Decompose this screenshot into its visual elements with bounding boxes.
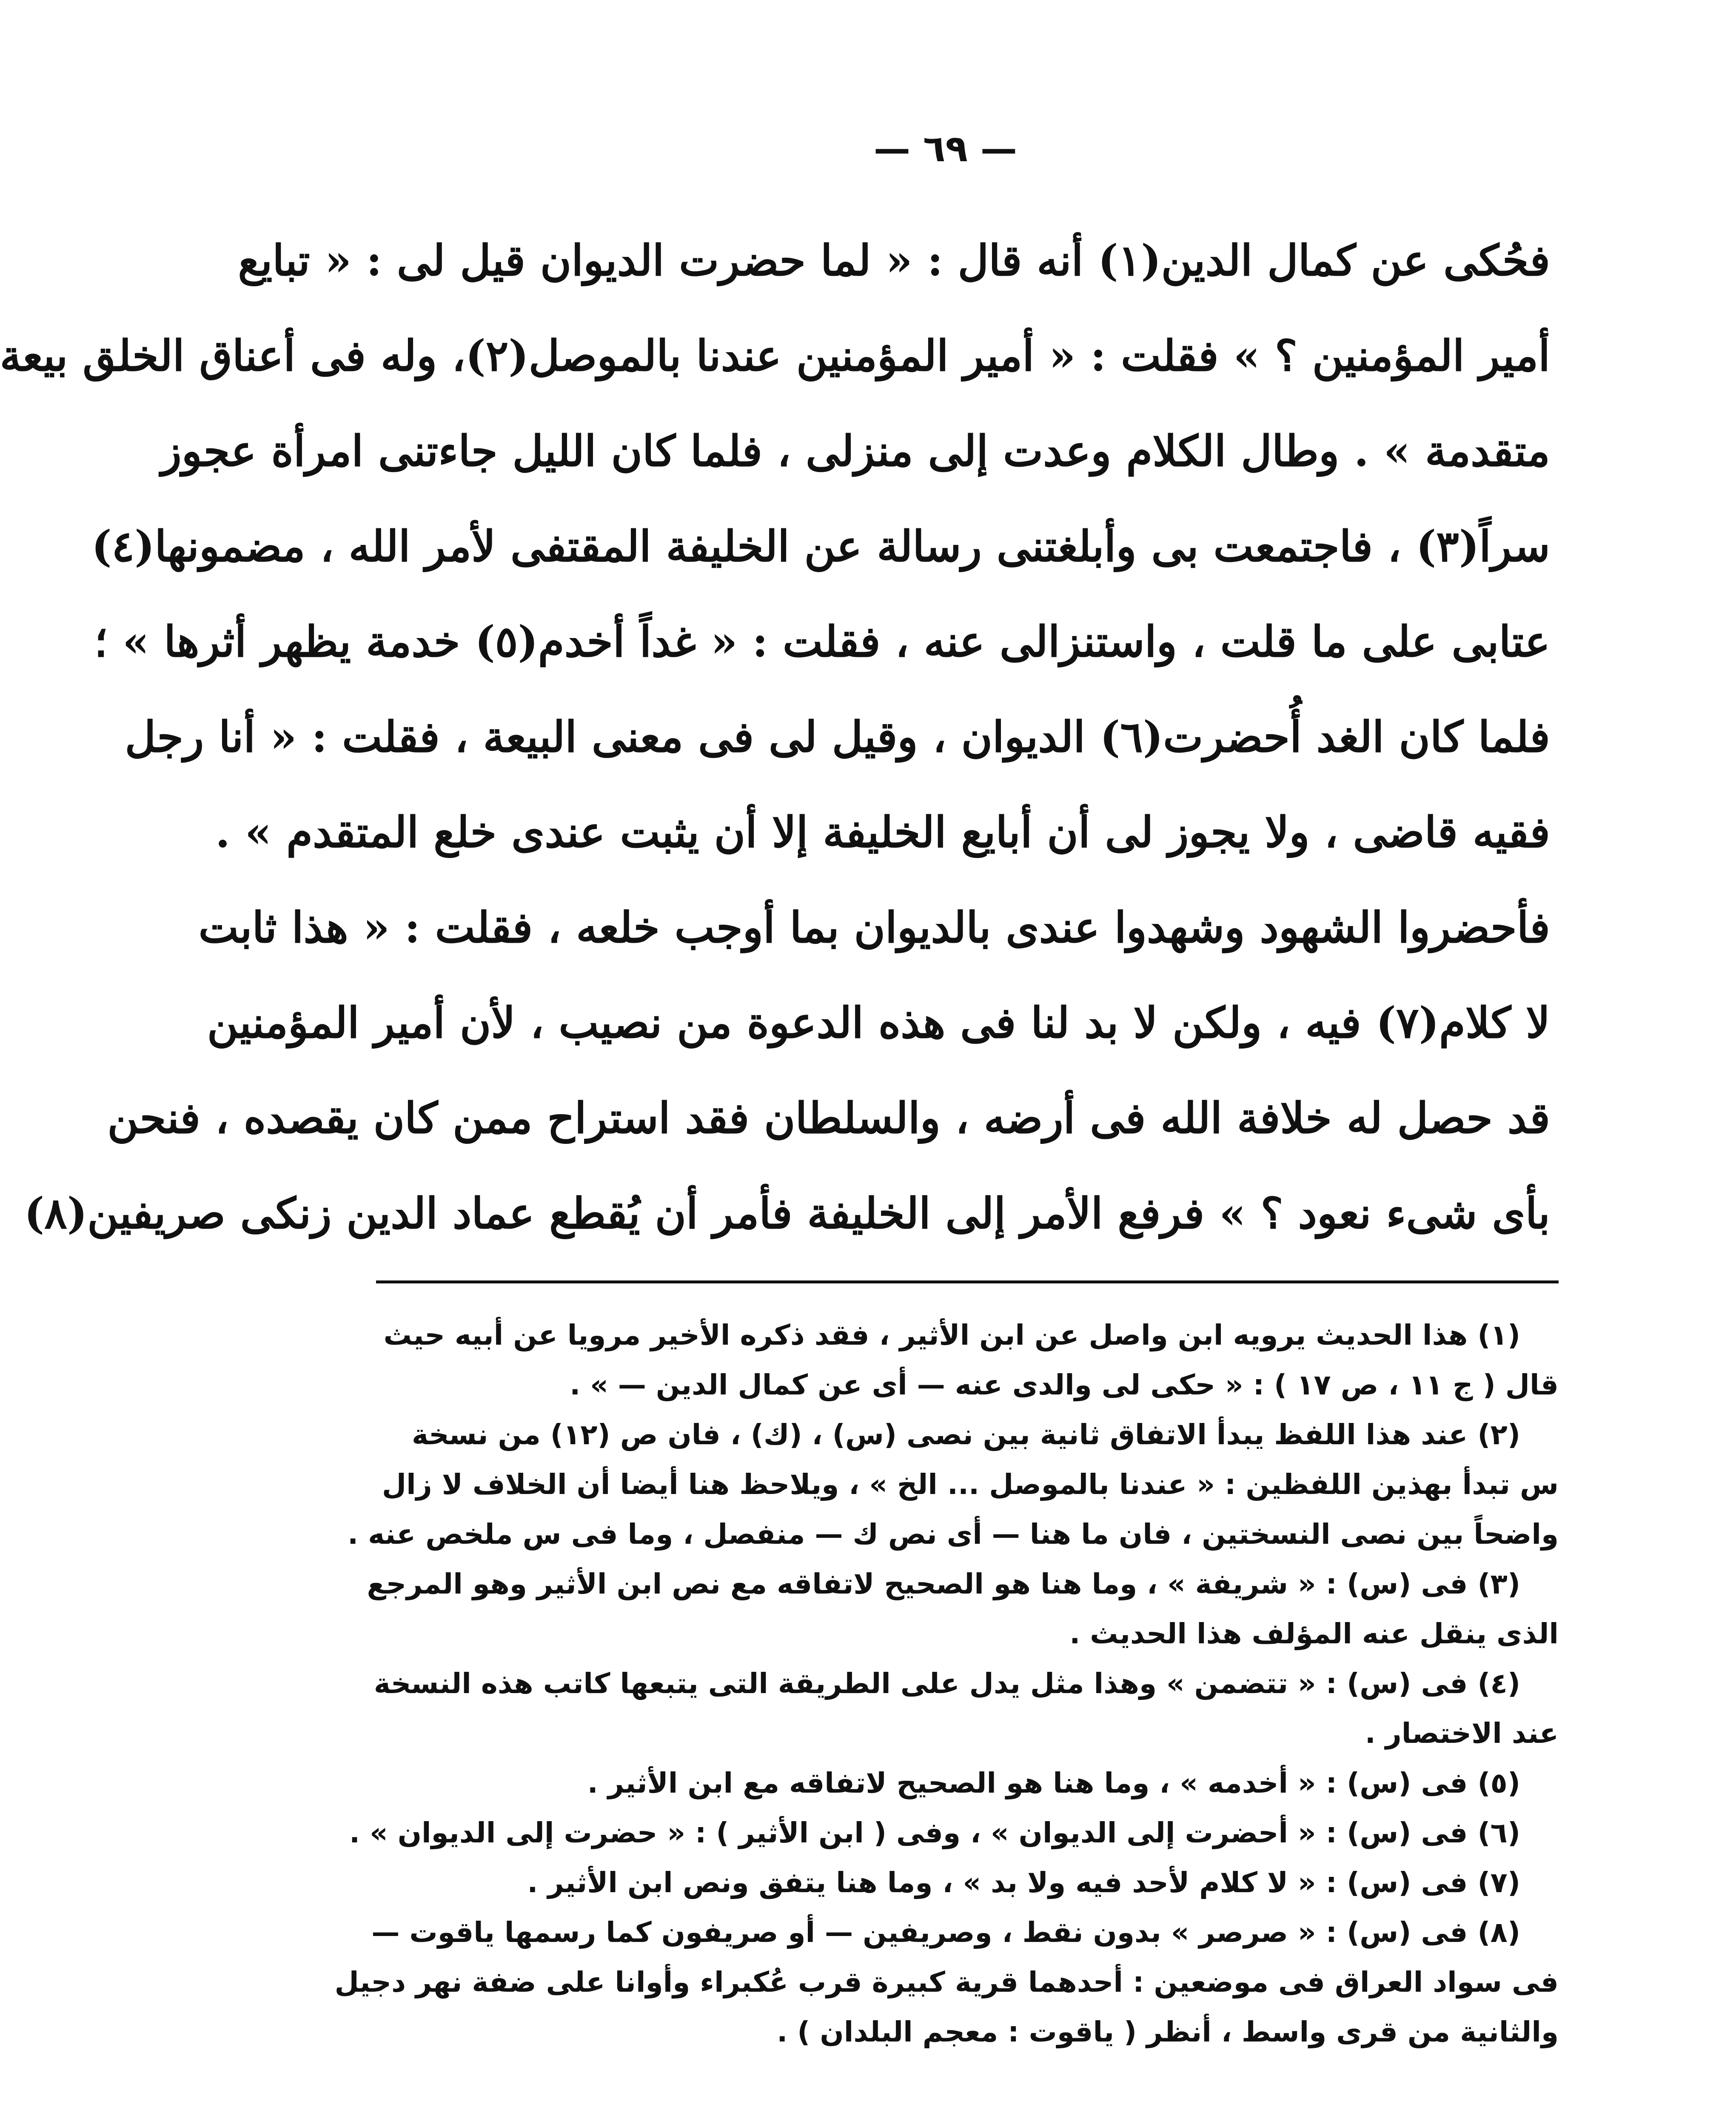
footnote-line: (٦) فى (س) : « أحضرت إلى الديوان » ، وفى ( ابن الأثير ) : « حضرت إلى الديوان » . [349,1816,1520,1849]
footnote-line: والثانية من قرى واسط ، أنظر ( ياقوت : معجم البلدان ) . [777,2016,1559,2048]
text-line: قد حصل له خلافة الله فى أرضه ، والسلطان فقد استراح ممن كان يقصده ، فنحن [107,1093,1550,1143]
footnote-line: (٤) فى (س) : « تتضمن » وهذا مثل يدل على الطريقة التى يتبعها كاتب هذه النسخة [373,1667,1520,1700]
footnote-line: (٥) فى (س) : « أخدمه » ، وما هنا هو الصحيح لاتفاقه مع ابن الأثير . [587,1767,1520,1799]
text-line: عتابى على ما قلت ، واستنزالى عنه ، فقلت : « غداً أخدم(٥) خدمة يظهر أثرها » ؛ [94,616,1550,667]
text-line: فلما كان الغد أُحضرت(٦) الديوان ، وقيل لى فى معنى البيعة ، فقلت : « أنا رجل [125,712,1550,762]
footnote-line: واضحاً بين نصى النسختين ، فان ما هنا — أى نص ك — منفصل ، وما فى س ملخص عنه . [348,1518,1559,1551]
text-line: متقدمة » . وطال الكلام وعدت إلى منزلى ، فلما كان الليل جاءتنى امرأة عجوز [161,426,1550,476]
footnote-line: (٢) عند هذا اللفظ يبدأ الاتفاق ثانية بين نصى (س) ، (ك) ، فان ص (١٢) من نسخة [412,1418,1520,1451]
page-number: — ٦٩ — [874,128,1017,170]
footnote-line: (٣) فى (س) : « شريفة » ، وما هنا هو الصحيح لاتفاقه مع نص ابن الأثير وهو المرجع [367,1568,1520,1600]
text-line: سراً(٣) ، فاجتمعت بى وأبلغتنى رسالة عن الخليفة المقتفى لأمر الله ، مضمونها(٤) [91,521,1550,571]
footnote-line: (٧) فى (س) : « لا كلام لأحد فيه ولا بد » ، وما هنا يتفق ونص ابن الأثير . [527,1866,1520,1899]
text-line: لا كلام(٧) فيه ، ولكن لا بد لنا فى هذه الدعوة من نصيب ، لأن أمير المؤمنين [207,998,1550,1048]
main-text [0,213,1550,1261]
footnote-line: س تبدأ بهذين اللفظين : « عندنا بالموصل ... الخ » ، ويلاحظ هنا أيضا أن الخلاف لا زال [382,1468,1559,1501]
text-line: بأى شىء نعود ؟ » فرفع الأمر إلى الخليفة فأمر أن يُقطع عماد الدين زنكى صريفين(٨) [24,1188,1550,1238]
footnote-line: (٨) فى (س) : « صرصر » بدون نقط ، وصريفين — أو صريفون كما رسمها ياقوت — [371,1916,1520,1949]
text-line: فأحضروا الشهود وشهدوا عندى بالديوان بما أوجب خلعه ، فقلت : « هذا ثابت [198,902,1550,952]
text-line: فقيه قاضى ، ولا يجوز لى أن أبايع الخليفة إلا أن يثبت عندى خلع المتقدم » . [215,807,1550,857]
text-line: فحُكى عن كمال الدين(١) أنه قال : « لما حضرت الديوان قيل لى : « تبايع [238,235,1550,285]
footnote-line: عند الاختصار . [1365,1717,1559,1750]
footnote-line: الذى ينقل عنه المؤلف هذا الحديث . [1069,1617,1559,1650]
footnote-divider [376,1280,1559,1283]
footnotes [334,1310,1559,2057]
text-line: أمير المؤمنين ؟ » فقلت : « أمير المؤمنين عندنا بالموصل(٢)، وله فى أعناق الخلق بيعة [0,331,1550,381]
footnote-line: (١) هذا الحديث يرويه ابن واصل عن ابن الأثير ، فقد ذكره الأخير مرويا عن أبيه حيث [383,1319,1520,1351]
footnote-line: فى سواد العراق فى موضعين : أحدهما قرية كبيرة قرب عُكبراء وأوانا على ضفة نهر دجيل [334,1966,1559,1999]
footnote-line: قال ( ج ١١ ، ص ١٧ ) : « حكى لى والدى عنه — أى عن كمال الدين — » . [570,1369,1559,1401]
